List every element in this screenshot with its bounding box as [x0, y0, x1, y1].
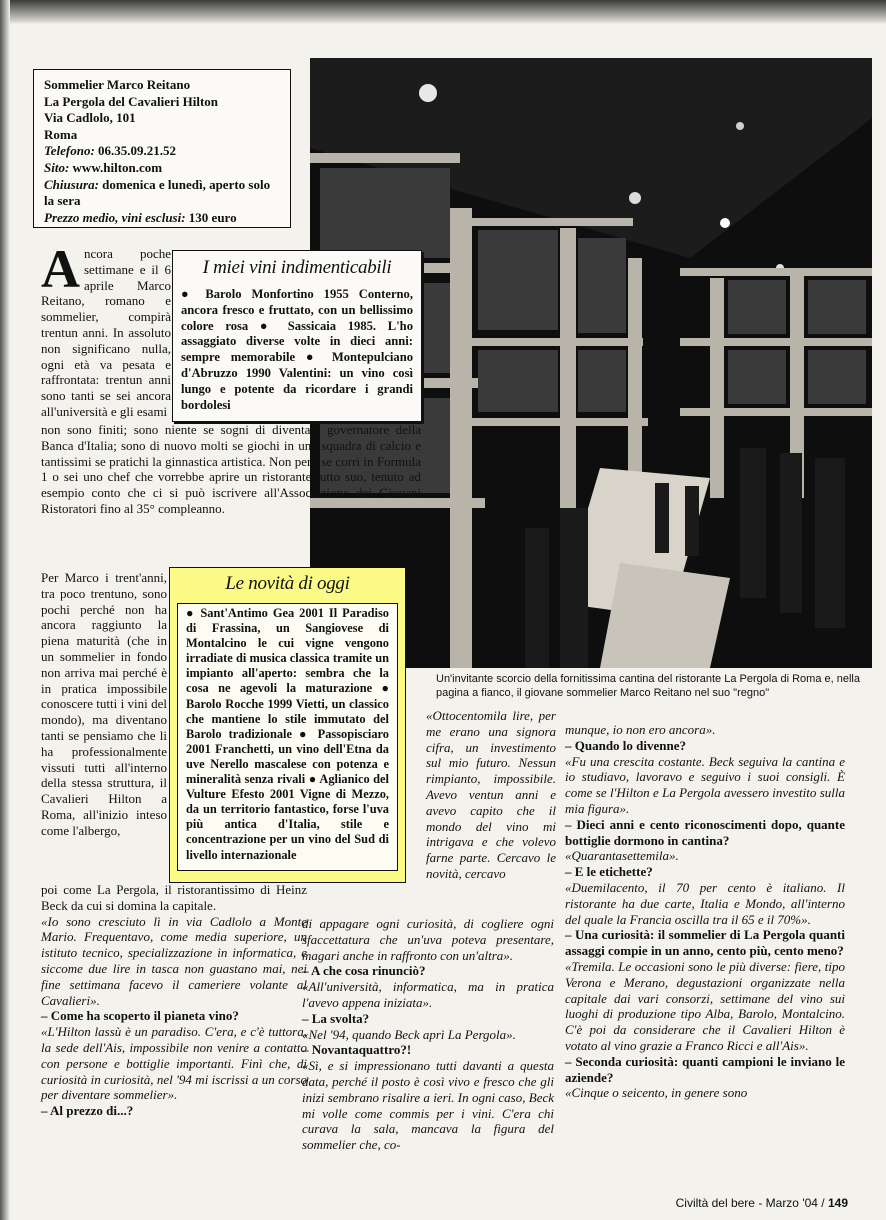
unforgettable-wines-title: I miei vini indimenticabili — [202, 257, 392, 278]
answer-8: «Duemilacento, il 70 per cento è italiano. Il ristorante ha due carte, Italia e Mondo, all'interno del quale la Francia oscilla tra il 65 e il 70%». — [565, 879, 845, 927]
new-wines-box — [169, 567, 406, 883]
magazine-name: Civiltà del bere - Marzo '04 / — [675, 1196, 825, 1210]
article-intro — [41, 239, 171, 420]
question-2: – Al prezzo di...? — [41, 1103, 134, 1119]
scan-top-edge — [0, 0, 886, 24]
article-paragraph-1b — [41, 422, 421, 517]
article-column-3 — [565, 722, 845, 1101]
info-closed-line — [44, 177, 280, 210]
price-value: 130 euro — [188, 209, 237, 225]
phone-value: 06.35.09.21.52 — [98, 143, 177, 159]
paragraph-1b-text: non sono finiti; sono niente se sogni di diventare governatore della Banca d'Italia; sono di nuovo molti se giochi in una squadra di calcio e tantissimi se pratichi la ginnastica artistica. Non però se corri in Formula 1 o sei uno chef che vorrebbe aprire un ristorante tutto suo, tenuto ad esempio conto che ci si può iscrivere all'Associazione dei Giovani Ristoratori fino al 35° compleanno. — [41, 422, 421, 516]
page-footer — [676, 1196, 848, 1210]
article-column-2 — [302, 916, 554, 1153]
paragraph-2-end: poi come La Pergola, il ristorantissimo di Heinz Beck da cui si domina la capitale. — [41, 882, 307, 913]
closed-value: domenica e lunedì, aperto solo la sera — [44, 176, 271, 209]
unforgettable-wines-box — [172, 250, 422, 422]
question-10: – Seconda curiosità: quanti campioni le inviano le aziende? — [565, 1053, 845, 1085]
restaurant-info-box — [33, 69, 291, 228]
answer-7: «Quarantasettemila». — [565, 848, 679, 864]
price-label: Prezzo medio, vini esclusi: — [44, 209, 186, 225]
intro-text: ncora poche settimane e il 6 aprile Marco Reitano, romano e sommelier, compirà trentun anni. In assoluto non significano nulla, ogni età va pesata e raffrontata: trentun anni sono tanti se sei ancora all'università e gli esami — [41, 246, 171, 419]
question-8: – E le etichette? — [565, 864, 653, 880]
answer-5: «Sì, e si impressionano tutti davanti a questa data, perché il posto è così vivo e fresco che gli inizi sembrano risalire a ieri. In ogni caso, Beck mi volle come commis per i vini. C'era chi curava la sala, mancava la figura del sommelier che, co- — [302, 1058, 554, 1153]
paragraph-2-text: Per Marco i trent'anni, tra poco trentuno, sono pochi perché non ha ancora raggiunto la piena maturità (che in un sommelier in fondo non arriva mai perché è in pratica impossibile conoscere tutti i vini del mondo), ma diventano tanti se pensiamo che li ha professionalmente vissuti tutti all'interno della stessa struttura, il Cavalieri Hilton a Roma, all'inizio inteso come l'albergo, — [41, 570, 167, 838]
question-6: – Quando lo divenne? — [565, 737, 687, 753]
article-column-2-top — [426, 708, 556, 882]
question-1: – Come ha scoperto il pianeta vino? — [41, 1008, 239, 1024]
info-price-line — [44, 210, 280, 227]
answer-5b: munque, io non ero ancora». — [565, 722, 716, 737]
info-site-line — [44, 160, 280, 177]
answer-3: «All'università, informatica, ma in pratica l'avevo appena iniziata». — [302, 979, 554, 1010]
article-column-1-bottom — [41, 882, 307, 1119]
info-street: Via Cadlolo, 101 — [44, 110, 136, 126]
question-9: – Una curiosità: il sommelier di La Pergola quanti assaggi compie in un anno, cento più, cento meno? — [565, 927, 845, 959]
info-phone-line — [44, 143, 280, 160]
new-wines-text: ● Sant'Antimo Gea 2001 Il Paradiso di Frassina, un Sangiovese di Montalcino le cui vigne vengono irradiate di musica classica tramite un impianto all'aperto: sembra che la cosa ne agevoli la maturazione ● Barolo Rocche 1999 Vietti, un classico che mantiene lo stile immutato del Barolo tradizionale ● Passopisciaro 2001 Franchetti, un vino dell'Etna da uve Nerello mascalese con potenza e mineralità senza rivali ● Aglianico del Vulture Efesto 2001 Vigne di Mezzo, da un territorio fantastico, forse l'uva più antica d'Italia, stile e concentrazione per un vino del Sud di livello internazionale — [186, 606, 389, 863]
question-4: – La svolta? — [302, 1010, 370, 1026]
answer-2a: «Ottocentomila lire, per me erano una signora cifra, un investimento sul mio futuro. Nessun rimpianto, impossibile. Avevo ventun anni e avevo capito che il mondo del vino mi intrigava e che volevo farne parte. Cercavo le novità, cercavo — [426, 708, 556, 881]
unforgettable-wines-text: ● Barolo Monfortino 1955 Conterno, ancora fresco e fruttato, con un bellissimo colore rosa ● Sassicaia 1985. L'ho assaggiato diverse volte in dieci anni: sempre memorabile ● Montepulciano d'Abruzzo 1990 Valentini: un vino così lungo e potente da ricordare i grandi bordolesi — [181, 287, 413, 413]
info-place: La Pergola del Cavalieri Hilton — [44, 93, 219, 109]
phone-label: Telefono: — [44, 143, 95, 159]
site-label: Sito: — [44, 159, 70, 175]
answer-9: «Tremila. Le occasioni sono le più diverse: fiere, tipo Verona e Merano, degustazioni organizzate nella capitale dai vari consorzi, settimane del vino sui luoghi di produzione tipo Alba, Barolo, Montalcino. C'è poi da considerare che il Cavalieri Hilton è votato al vino grazie a Franco Ricci e all'Ais». — [565, 958, 845, 1053]
question-7: – Dieci anni e cento riconoscimenti dopo, quante bottiglie dormono in cantina? — [565, 816, 845, 848]
answer-2b: di appagare ogni curiosità, di cogliere ogni sfaccettatura che un'uva poteva presentare, magari anche in raffronto con un'altra». — [302, 916, 554, 963]
closed-label: Chiusura: — [44, 176, 99, 192]
answer-6: «Fu una crescita costante. Beck seguiva la cantina e io studiavo, lavoravo e seguivo i suoi consigli. È come se l'Hilton e La Pergola avessero investito sulla mia figura». — [565, 753, 845, 816]
info-name: Sommelier Marco Reitano — [44, 77, 191, 92]
question-3: – A che cosa rinunciò? — [302, 963, 426, 979]
site-value[interactable]: www.hilton.com — [72, 159, 163, 175]
scan-left-edge — [0, 0, 10, 1220]
photo-caption: Un'invitante scorcio della fornitissima cantina del ristorante La Pergola di Roma e, nella pagina a fianco, il giovane sommelier Marco Reitano nel suo "regno" — [436, 673, 860, 699]
info-city: Roma — [44, 126, 78, 142]
answer-4: «Nel '94, quando Beck aprì La Pergola». — [302, 1026, 516, 1042]
article-paragraph-2 — [41, 570, 167, 839]
page-number: 149 — [827, 1196, 848, 1210]
answer-10: «Cinque o seicento, in genere sono — [565, 1085, 748, 1101]
answer-1-quote: «Io sono cresciuto lì in via Cadlolo a Monte Mario. Frequentavo, come media superiore, un istituto tecnico, specializzazione in informatica, e siccome due lire in tasca non guastano mai, nei fine settimana facevo il cameriere volante al Cavalieri». — [41, 913, 307, 1008]
answer-1: «L'Hilton lassù è un paradiso. C'era, e c'è tuttora, la sede dell'Ais, impossibile non venire a contatto con persone e bottiglie importanti. Finì che, di curiosità in curiosità, nel '94 mi iscrissi a un corso per diventare sommelier». — [41, 1024, 307, 1103]
question-5: – Novantaquattro?! — [302, 1042, 412, 1058]
new-wines-inner — [177, 603, 398, 871]
drop-cap: A — [41, 239, 80, 299]
new-wines-title: Le novità di oggi — [225, 573, 350, 594]
